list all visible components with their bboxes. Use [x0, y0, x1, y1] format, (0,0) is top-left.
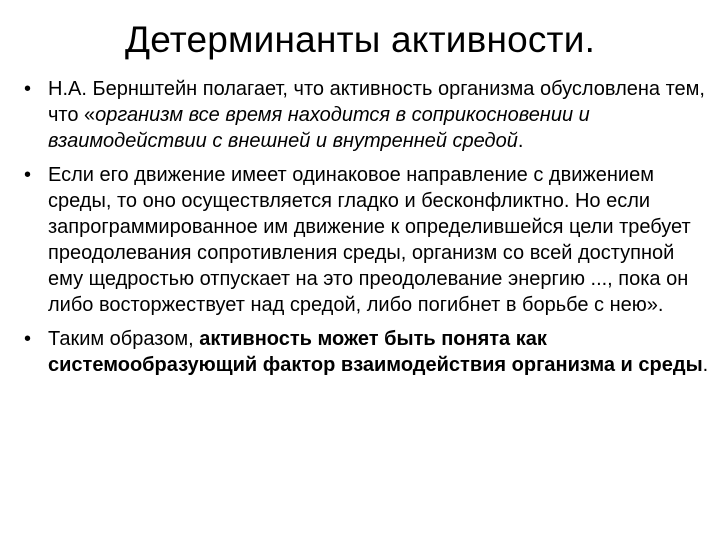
bullet-3-text: Таким образом,	[48, 328, 200, 350]
bullet-2-text: Если его движение имеет одинаковое направление с движением среды, то оно осуществляется гладко и бесконфликтно. Но если запрограммированное им движение к определившейся цели требует преодолевания сопротивления среды, организм со всей доступной ему щедростью отпускает на это преодолевание энергию ..., пока он либо восторжествует над средой, либо погибнет в борьбе с нею».	[48, 164, 691, 316]
bullet-item-3	[20, 326, 710, 378]
bullet-list	[20, 76, 710, 386]
bullet-1-italic-quote: организм все время находится в соприкосновении и взаимодействии с внешней и внутренней средой	[48, 104, 590, 152]
bullet-item-1	[20, 76, 710, 154]
bullet-3-bold-conclusion: активность может быть понята как системообразующий фактор взаимодействия организма и среды	[48, 328, 703, 376]
bullet-dot-icon: •	[24, 78, 32, 100]
bullet-1-end: .	[517, 130, 524, 152]
slide-title: Детерминанты активности.	[124, 19, 596, 60]
bullet-dot-icon: •	[24, 328, 32, 350]
bullet-dot-icon: •	[24, 164, 32, 186]
bullet-item-2	[20, 162, 710, 318]
bullet-1-text: Н.А. Бернштейн полагает, что активность организма обусловлена тем, что «	[48, 78, 705, 126]
bullet-3-end: .	[702, 354, 709, 376]
